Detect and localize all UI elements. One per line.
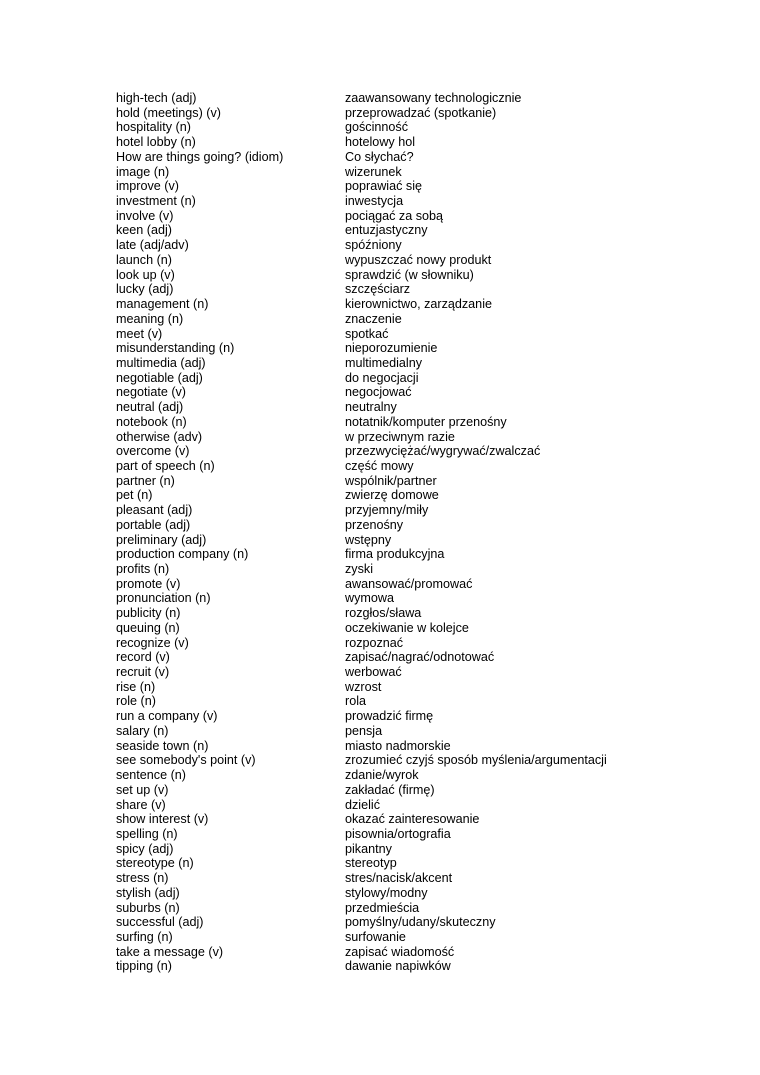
vocabulary-row (116, 827, 736, 842)
vocabulary-row (116, 547, 736, 562)
vocabulary-row (116, 842, 736, 857)
vocabulary-row (116, 327, 736, 342)
vocabulary-row (116, 459, 736, 474)
english-term: share (v) (116, 797, 166, 812)
vocabulary-row (116, 106, 736, 121)
english-term: stereotype (n) (116, 856, 194, 871)
polish-translation: werbować (345, 665, 402, 680)
english-term: keen (adj) (116, 223, 173, 238)
vocabulary-row (116, 577, 736, 592)
english-term: stress (n) (116, 871, 169, 886)
vocabulary-row (116, 915, 736, 930)
polish-translation: przenośny (345, 517, 404, 532)
vocabulary-row (116, 341, 736, 356)
polish-translation: rozpoznać (345, 635, 404, 650)
english-term: queuing (n) (116, 620, 180, 635)
vocabulary-row (116, 91, 736, 106)
polish-translation: znaczenie (345, 311, 402, 326)
english-term: improve (v) (116, 179, 179, 194)
vocabulary-row (116, 474, 736, 489)
polish-translation: zwierzę domowe (345, 488, 439, 503)
vocabulary-row (116, 753, 736, 768)
english-term: image (n) (116, 164, 170, 179)
english-term: run a company (v) (116, 709, 218, 724)
english-term: multimedia (adj) (116, 355, 206, 370)
vocabulary-row (116, 238, 736, 253)
english-term: seaside town (n) (116, 738, 209, 753)
english-term: overcome (v) (116, 444, 190, 459)
english-term: production company (n) (116, 547, 249, 562)
english-term: preliminary (adj) (116, 532, 207, 547)
polish-translation: zaawansowany technologicznie (345, 91, 522, 105)
vocabulary-row (116, 591, 736, 606)
english-term: negotiable (adj) (116, 370, 203, 385)
polish-translation: zapisać wiadomość (345, 944, 455, 959)
english-term: neutral (adj) (116, 400, 184, 415)
vocabulary-row (116, 768, 736, 783)
polish-translation: pociągać za sobą (345, 208, 444, 223)
polish-translation: prowadzić firmę (345, 709, 434, 724)
vocabulary-row (116, 783, 736, 798)
polish-translation: zakładać (firmę) (345, 782, 435, 797)
polish-translation: spotkać (345, 326, 389, 341)
vocabulary-row (116, 562, 736, 577)
english-term: show interest (v) (116, 812, 209, 827)
vocabulary-row (116, 120, 736, 135)
english-term: suburbs (n) (116, 900, 180, 915)
english-term: meaning (n) (116, 311, 184, 326)
english-term: notebook (n) (116, 414, 187, 429)
vocabulary-row (116, 650, 736, 665)
english-term: meet (v) (116, 326, 163, 341)
english-term: investment (n) (116, 194, 196, 209)
polish-translation: spóźniony (345, 238, 402, 253)
polish-translation: zyski (345, 562, 373, 576)
polish-translation: wymowa (345, 591, 394, 606)
vocabulary-row (116, 930, 736, 945)
vocabulary-row (116, 680, 736, 695)
polish-translation: przyjemny/miły (345, 503, 429, 518)
english-term: hold (meetings) (v) (116, 105, 221, 120)
polish-translation: gościnność (345, 120, 409, 135)
vocabulary-row (116, 901, 736, 916)
english-term: involve (v) (116, 208, 174, 223)
english-term: portable (adj) (116, 517, 191, 532)
english-term: negotiate (v) (116, 385, 187, 400)
polish-translation: inwestycja (345, 194, 404, 209)
polish-translation: przedmieścia (345, 900, 420, 915)
vocabulary-row (116, 297, 736, 312)
vocabulary-row (116, 636, 736, 651)
english-term: launch (n) (116, 252, 173, 267)
vocabulary-row (116, 356, 736, 371)
english-term: high-tech (adj) (116, 91, 197, 105)
polish-translation: poprawiać się (345, 179, 423, 194)
vocabulary-row (116, 871, 736, 886)
english-term: recruit (v) (116, 665, 170, 680)
polish-translation: neutralny (345, 400, 397, 415)
english-term: pleasant (adj) (116, 503, 193, 518)
english-term: spicy (adj) (116, 841, 174, 856)
vocabulary-row (116, 856, 736, 871)
polish-translation: nieporozumienie (345, 341, 438, 356)
english-term: see somebody's point (v) (116, 753, 256, 768)
polish-translation: zdanie/wyrok (345, 768, 419, 783)
english-term: pronunciation (n) (116, 591, 211, 606)
polish-translation: stereotyp (345, 856, 397, 871)
vocabulary-row (116, 179, 736, 194)
polish-translation: zrozumieć czyjś sposób myślenia/argumentacji (345, 753, 607, 768)
polish-translation: wspólnik/partner (345, 473, 437, 488)
polish-translation: stylowy/modny (345, 885, 428, 900)
polish-translation: przezwyciężać/wygrywać/zwalczać (345, 444, 541, 459)
english-term: record (v) (116, 650, 170, 665)
vocabulary-row (116, 886, 736, 901)
english-term: hotel lobby (n) (116, 135, 196, 150)
polish-translation: awansować/promować (345, 576, 473, 591)
vocabulary-row (116, 268, 736, 283)
polish-translation: okazać zainteresowanie (345, 812, 480, 827)
polish-translation: oczekiwanie w kolejce (345, 620, 469, 635)
vocabulary-row (116, 709, 736, 724)
english-term: publicity (n) (116, 606, 181, 621)
english-term: promote (v) (116, 576, 181, 591)
english-term: take a message (v) (116, 944, 224, 959)
polish-translation: pisownia/ortografia (345, 826, 451, 841)
english-term: look up (v) (116, 267, 175, 282)
vocabulary-row (116, 282, 736, 297)
vocabulary-row (116, 665, 736, 680)
english-term: rise (n) (116, 679, 156, 694)
english-term: recognize (v) (116, 635, 189, 650)
english-term: hospitality (n) (116, 120, 191, 135)
english-term: successful (adj) (116, 915, 204, 930)
english-term: How are things going? (idiom) (116, 149, 284, 164)
polish-translation: przeprowadzać (spotkanie) (345, 105, 497, 120)
english-term: management (n) (116, 297, 209, 312)
polish-translation: szczęściarz (345, 282, 411, 297)
vocabulary-row (116, 812, 736, 827)
vocabulary-row (116, 415, 736, 430)
polish-translation: do negocjacji (345, 370, 419, 385)
vocabulary-row (116, 223, 736, 238)
vocabulary-row (116, 312, 736, 327)
vocabulary-row (116, 533, 736, 548)
vocabulary-row (116, 430, 736, 445)
polish-translation: Co słychać? (345, 149, 414, 164)
vocabulary-row (116, 488, 736, 503)
vocabulary-row (116, 621, 736, 636)
vocabulary-row (116, 724, 736, 739)
vocabulary-row (116, 694, 736, 709)
polish-translation: miasto nadmorskie (345, 738, 451, 753)
polish-translation: wizerunek (345, 164, 402, 179)
polish-translation: entuzjastyczny (345, 223, 428, 238)
polish-translation: stres/nacisk/akcent (345, 871, 453, 886)
vocabulary-row (116, 444, 736, 459)
vocabulary-row (116, 945, 736, 960)
polish-translation: część mowy (345, 458, 414, 473)
vocabulary-row (116, 385, 736, 400)
polish-translation: kierownictwo, zarządzanie (345, 297, 492, 312)
polish-translation: rola (345, 694, 366, 709)
polish-translation: dzielić (345, 797, 380, 812)
vocabulary-row (116, 150, 736, 165)
polish-translation: hotelowy hol (345, 135, 416, 150)
vocabulary-row (116, 209, 736, 224)
vocabulary-list (116, 91, 736, 974)
vocabulary-row (116, 739, 736, 754)
polish-translation: multimedialny (345, 355, 422, 370)
vocabulary-row (116, 194, 736, 209)
english-term: late (adj/adv) (116, 238, 189, 253)
polish-translation: pomyślny/udany/skuteczny (345, 915, 496, 930)
english-term: pet (n) (116, 488, 153, 503)
english-term: otherwise (adv) (116, 429, 203, 444)
polish-translation: zapisać/nagrać/odnotować (345, 650, 495, 665)
polish-translation: pikantny (345, 841, 392, 856)
english-term: set up (v) (116, 782, 169, 797)
polish-translation: dawanie napiwków (345, 959, 451, 974)
english-term: salary (n) (116, 723, 169, 738)
polish-translation: firma produkcyjna (345, 547, 445, 562)
english-term: surfing (n) (116, 929, 173, 944)
vocabulary-row (116, 135, 736, 150)
polish-translation: wypuszczać nowy produkt (345, 252, 492, 267)
english-term: tipping (n) (116, 959, 173, 974)
polish-translation: surfowanie (345, 929, 406, 944)
polish-translation: w przeciwnym razie (345, 429, 455, 444)
polish-translation: negocjować (345, 385, 412, 400)
polish-translation: pensja (345, 723, 383, 738)
polish-translation: notatnik/komputer przenośny (345, 414, 507, 429)
english-term: partner (n) (116, 473, 175, 488)
english-term: misunderstanding (n) (116, 341, 235, 356)
english-term: spelling (n) (116, 826, 178, 841)
vocabulary-row (116, 371, 736, 386)
polish-translation: rozgłos/sława (345, 606, 422, 621)
english-term: part of speech (n) (116, 458, 215, 473)
polish-translation: sprawdzić (w słowniku) (345, 267, 474, 282)
english-term: profits (n) (116, 562, 170, 576)
english-term: lucky (adj) (116, 282, 174, 297)
vocabulary-row (116, 503, 736, 518)
polish-translation: wzrost (345, 679, 382, 694)
polish-translation: wstępny (345, 532, 392, 547)
vocabulary-row (116, 165, 736, 180)
english-term: stylish (adj) (116, 885, 180, 900)
vocabulary-row (116, 400, 736, 415)
vocabulary-row (116, 959, 736, 974)
vocabulary-row (116, 518, 736, 533)
english-term: role (n) (116, 694, 156, 709)
vocabulary-row (116, 798, 736, 813)
vocabulary-row (116, 253, 736, 268)
english-term: sentence (n) (116, 768, 187, 783)
vocabulary-row (116, 606, 736, 621)
